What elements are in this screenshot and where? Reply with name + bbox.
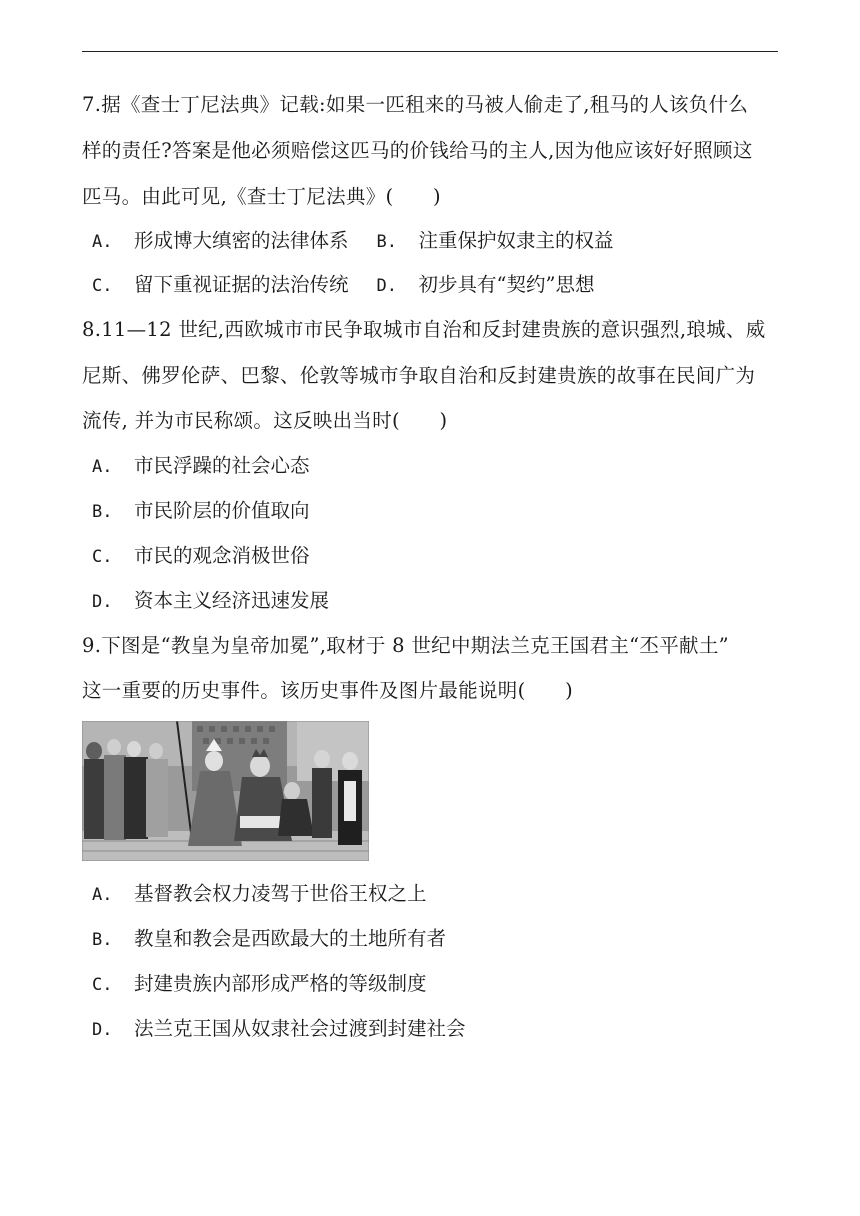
- question-7-line-2: 样的责任?答案是他必须赔偿这匹马的价钱给马的主人,因为他应该好好照顾这: [82, 139, 753, 162]
- question-9-line-2: 这一重要的历史事件。该历史事件及图片最能说明( ): [82, 679, 574, 702]
- question-7-options-row-1: [92, 227, 614, 256]
- option-c-letter: C.: [92, 547, 113, 567]
- question-8-line-1: 8.11—12 世纪,西欧城市市民争取城市自治和反封建贵族的意识强烈,琅城、威: [82, 318, 766, 341]
- option-d-letter: D.: [376, 276, 397, 296]
- question-8-option-c: [92, 542, 310, 571]
- option-b-letter: B.: [92, 930, 113, 950]
- option-d-letter: D.: [92, 1020, 113, 1040]
- question-8-line-2: 尼斯、佛罗伦萨、巴黎、伦敦等城市争取自治和反封建贵族的故事在民间广为: [82, 364, 756, 387]
- option-c-text: 封建贵族内部形成严格的等级制度: [134, 972, 427, 995]
- option-d-text: 初步具有“契约”思想: [418, 273, 595, 296]
- question-8-line-3: 流传, 并为市民称颂。这反映出当时( ): [82, 409, 448, 432]
- option-b-text: 市民阶层的价值取向: [134, 499, 310, 522]
- header-rule: [82, 51, 778, 52]
- question-9-option-b: [92, 925, 446, 954]
- option-a-text: 形成博大缜密的法律体系: [134, 229, 349, 252]
- question-8-option-d: [92, 587, 329, 616]
- question-8-option-b: [92, 497, 310, 526]
- option-c-letter: C.: [92, 975, 113, 995]
- question-9-line-1: 9.下图是“教皇为皇帝加冕”,取材于 8 世纪中期法兰克王国君主“丕平献土”: [82, 634, 729, 657]
- option-a-text: 基督教会权力凌驾于世俗王权之上: [134, 882, 427, 905]
- option-a-letter: A.: [92, 457, 113, 477]
- option-c-text: 留下重视证据的法治传统: [134, 273, 349, 296]
- option-a-letter: A.: [92, 232, 113, 252]
- option-c-letter: C.: [92, 276, 113, 296]
- question-8-option-a: [92, 452, 310, 481]
- question-9-option-a: [92, 880, 427, 909]
- question-9-option-c: [92, 970, 427, 999]
- option-d-text: 资本主义经济迅速发展: [134, 589, 330, 612]
- question-7-line-3: 匹马。由此可见,《查士丁尼法典》( ): [82, 185, 441, 208]
- question-7-line-1: 7.据《查士丁尼法典》记载:如果一匹租来的马被人偷走了,租马的人该负什么: [82, 93, 749, 116]
- option-a-text: 市民浮躁的社会心态: [134, 454, 310, 477]
- option-d-letter: D.: [92, 592, 113, 612]
- coronation-illustration: [82, 721, 369, 861]
- option-b-letter: B.: [92, 502, 113, 522]
- option-d-text: 法兰克王国从奴隶社会过渡到封建社会: [134, 1017, 466, 1040]
- option-b-text: 注重保护奴隶主的权益: [418, 229, 614, 252]
- option-a-letter: A.: [92, 885, 113, 905]
- option-b-letter: B.: [376, 232, 397, 252]
- question-7-options-row-2: [92, 271, 594, 300]
- option-c-text: 市民的观念消极世俗: [134, 544, 310, 567]
- option-b-text: 教皇和教会是西欧最大的土地所有者: [134, 927, 447, 950]
- question-9-option-d: [92, 1015, 466, 1044]
